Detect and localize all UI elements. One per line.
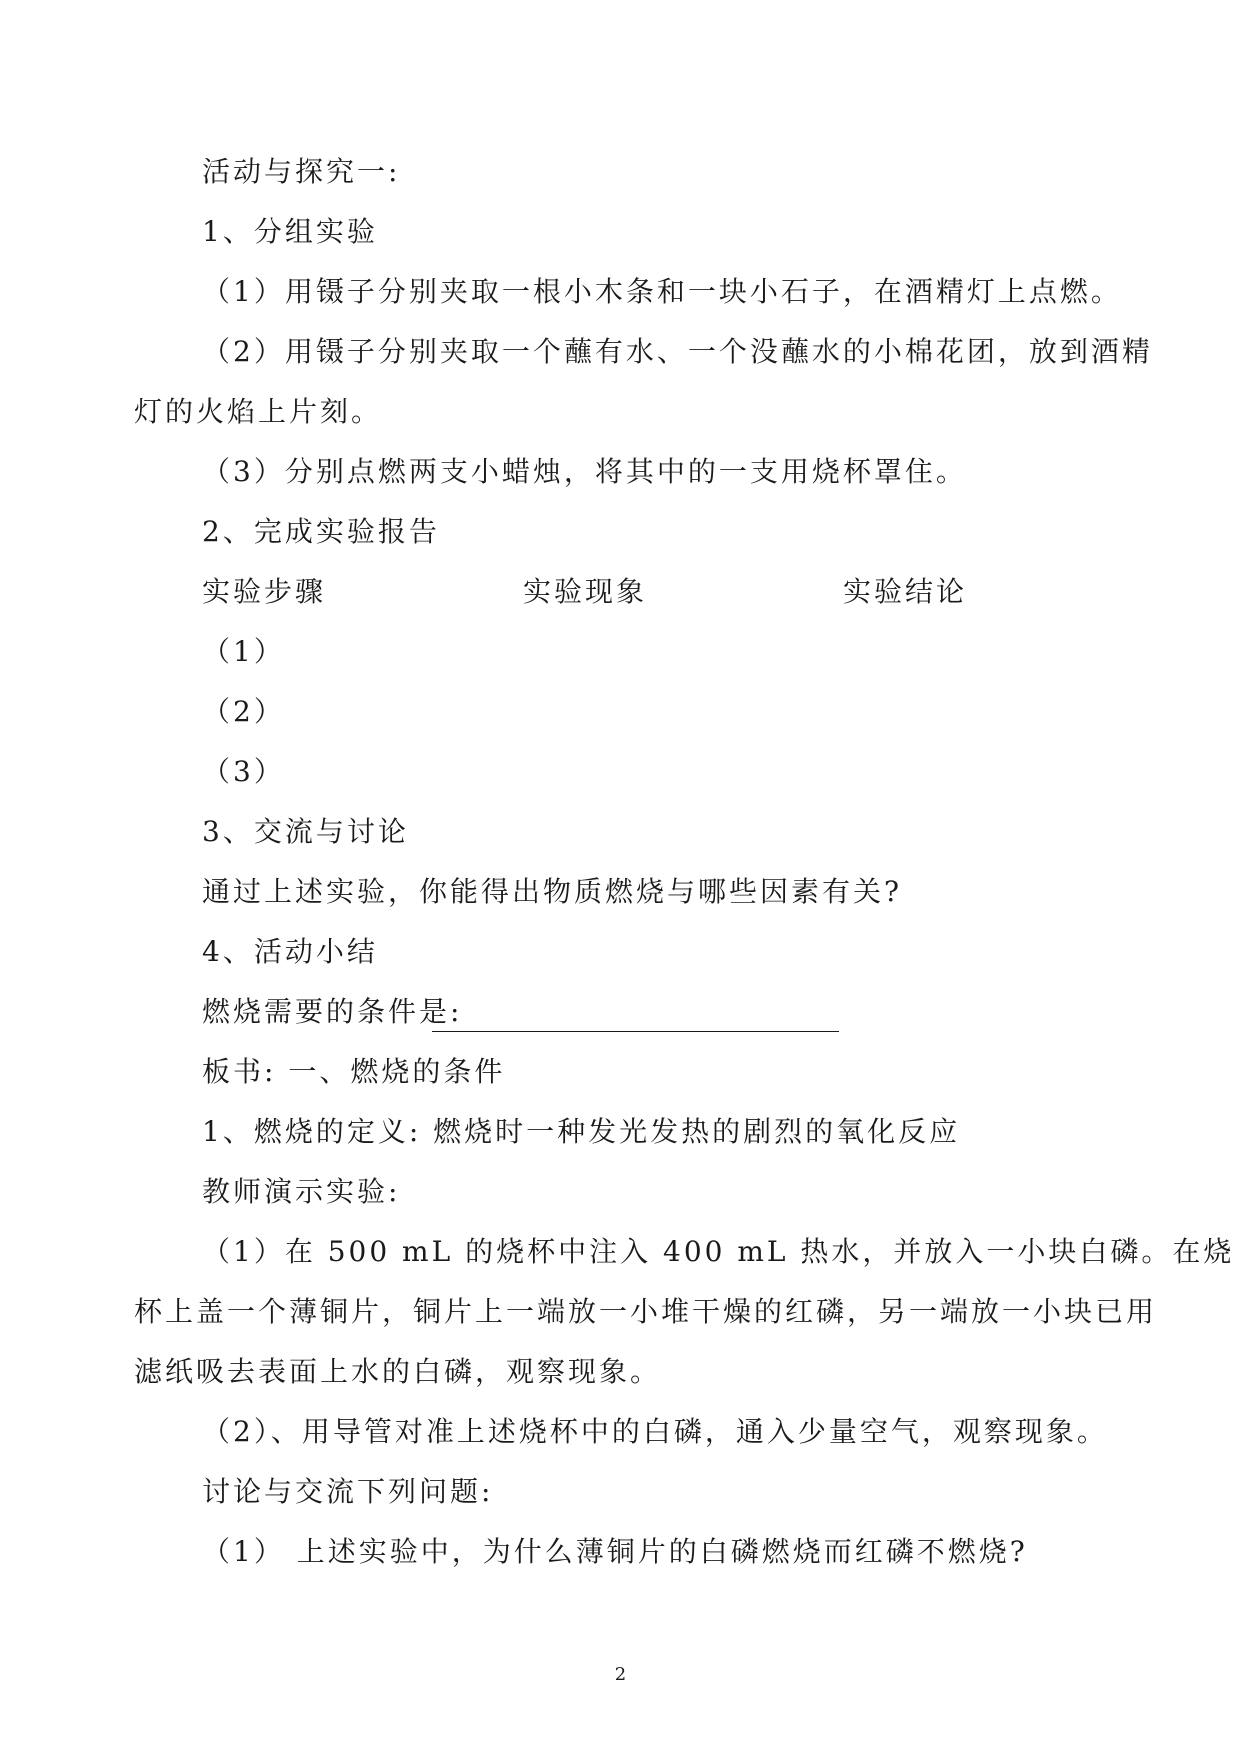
teacher-demo-title: 教师演示实验: xyxy=(202,1175,401,1208)
report-header-phenomena: 实验现象 xyxy=(523,575,648,608)
demo-2: （2）、用导管对准上述烧杯中的白磷，通入少量空气，观察现象。 xyxy=(202,1415,1108,1448)
fill-in-blank-line xyxy=(432,1031,839,1032)
discussion-question: 通过上述实验，你能得出物质燃烧与哪些因素有关? xyxy=(202,875,903,908)
report-row-1: （1） xyxy=(202,635,285,668)
question-1: （1） 上述实验中，为什么薄铜片的白磷燃烧而红磷不燃烧? xyxy=(202,1535,1028,1568)
questions-title: 讨论与交流下列问题: xyxy=(202,1475,494,1508)
section-2-title: 2、完成实验报告 xyxy=(202,515,440,548)
experiment-step-2-line-1: （2）用镊子分别夹取一个蘸有水、一个没蘸水的小棉花团，放到酒精 xyxy=(202,335,1153,368)
activity-heading: 活动与探究一: xyxy=(202,155,401,188)
page-number: 2 xyxy=(614,1664,627,1685)
report-row-2: （2） xyxy=(202,695,285,728)
section-3-title: 3、交流与讨论 xyxy=(202,815,409,848)
experiment-step-1: （1）用镊子分别夹取一根小木条和一块小石子，在酒精灯上点燃。 xyxy=(202,275,1122,308)
demo-1-line-3: 滤纸吸去表面上水的白磷，观察现象。 xyxy=(134,1355,662,1388)
demo-1-line-2: 杯上盖一个薄铜片，铜片上一端放一小堆干燥的红磷，另一端放一小块已用 xyxy=(134,1295,1158,1328)
experiment-step-3: （3）分别点燃两支小蜡烛，将其中的一支用烧杯罩住。 xyxy=(202,455,967,488)
combustion-definition: 1、燃烧的定义: 燃烧时一种发光发热的剧烈的氧化反应 xyxy=(202,1115,961,1148)
board-note: 板书: 一、燃烧的条件 xyxy=(202,1055,506,1088)
section-4-title: 4、活动小结 xyxy=(202,935,378,968)
report-header-steps: 实验步骤 xyxy=(202,575,327,608)
report-row-3: （3） xyxy=(202,755,285,788)
demo-1-line-1: （1）在 500 mL 的烧杯中注入 400 mL 热水，并放入一小块白磷。在烧 xyxy=(202,1235,1235,1268)
summary-prompt: 燃烧需要的条件是: xyxy=(202,995,463,1028)
report-header-conclusion: 实验结论 xyxy=(843,575,968,608)
experiment-step-2-line-2: 灯的火焰上片刻。 xyxy=(134,395,383,428)
section-1-title: 1、分组实验 xyxy=(202,215,378,248)
